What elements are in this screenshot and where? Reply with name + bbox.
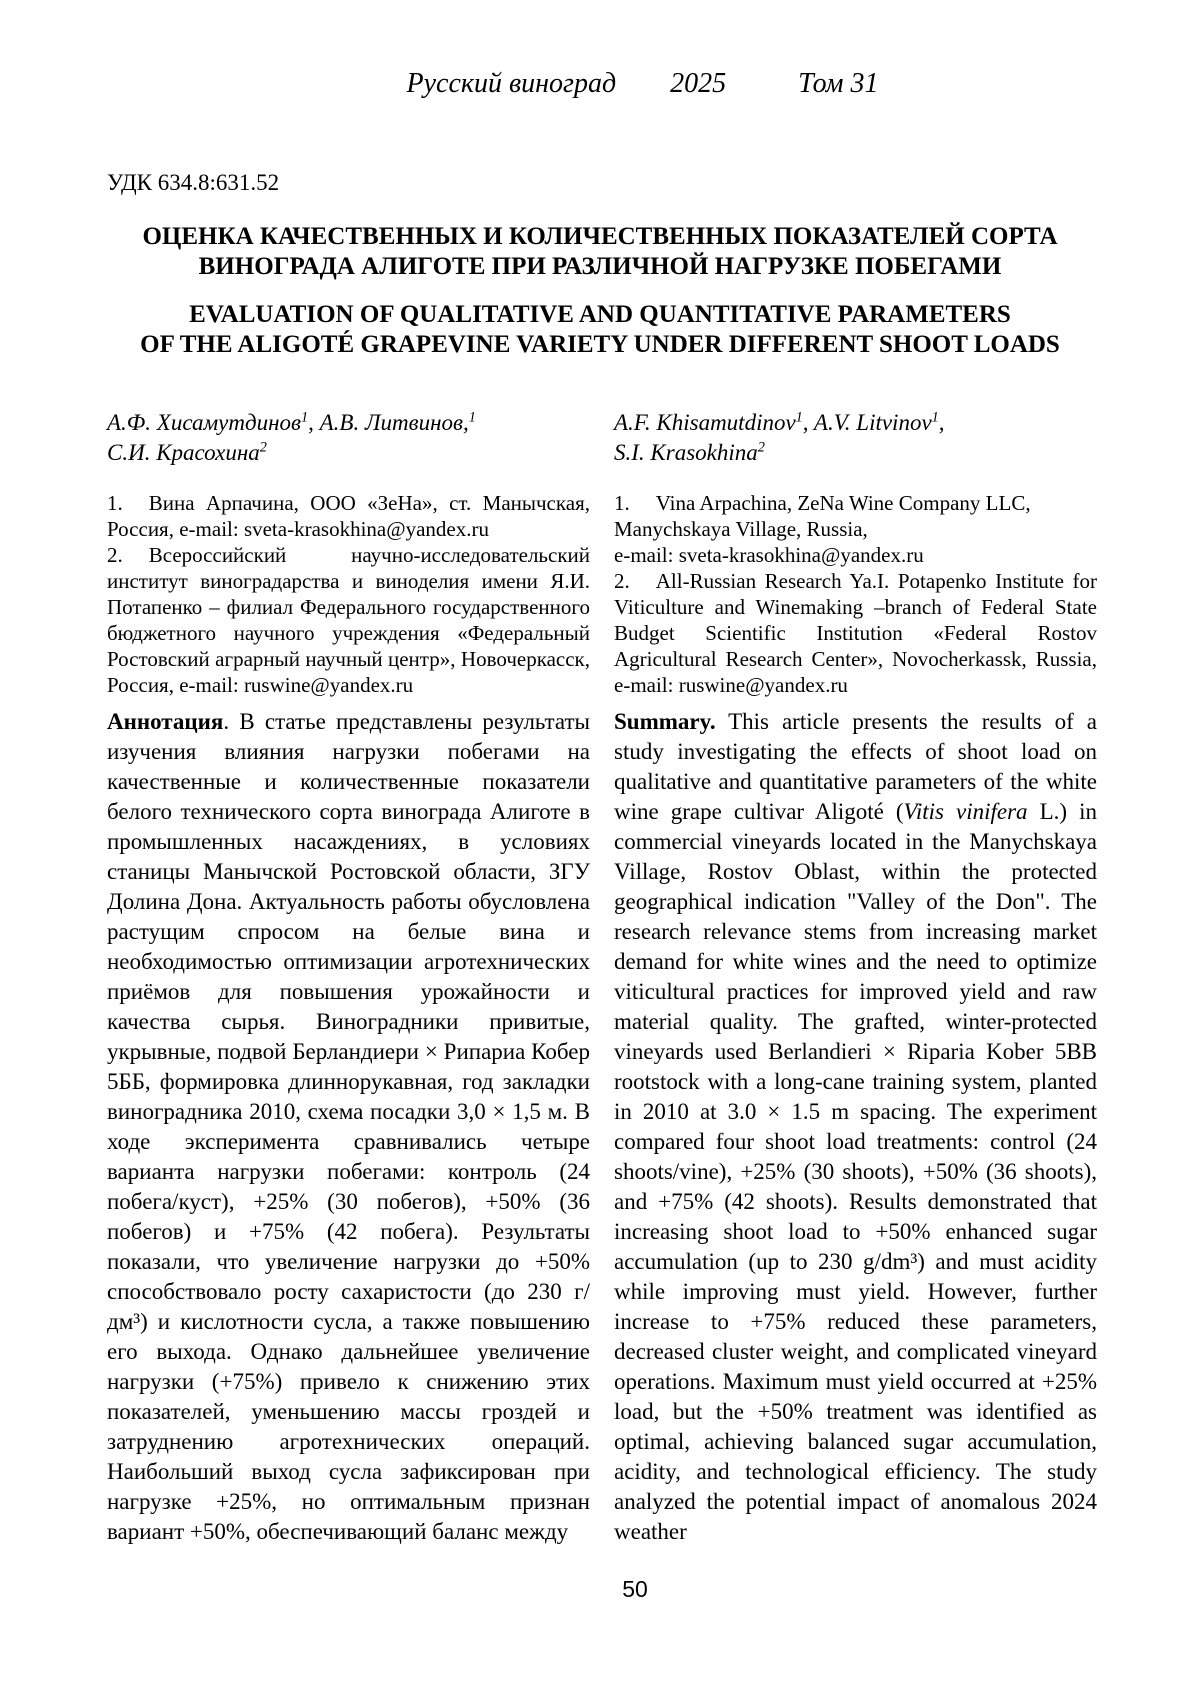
- author-en-3-affmark: 2: [757, 439, 765, 456]
- abstract-en: [614, 707, 1097, 1547]
- author-ru-3: С.И. Красохина: [107, 440, 260, 465]
- column-english: [614, 408, 1097, 1547]
- affiliation-ru-2-text: Всероссийский научно-исследовательский институт виноградарства и виноделия имени Я.И. Потапенко – филиал Федерального государственного бюджетного научного учреждения «Федеральный Ростовский аграрный научный центр», Новочеркасск, Россия, e-mail: ruswine@yandex.ru: [107, 543, 590, 697]
- abstract-en-latin-species: Vitis vinifera: [903, 799, 1028, 824]
- author-en-1-affmark: 1: [795, 409, 803, 426]
- abstract-ru-lead-separator: .: [223, 709, 240, 734]
- affiliation-ru-1: [107, 490, 590, 542]
- page-footer: [0, 1576, 1200, 1603]
- author-ru-1-affmark: 1: [300, 409, 309, 426]
- affiliations-en: [614, 490, 1097, 702]
- author-ru-separator: ,: [308, 410, 320, 435]
- article-title-en-line1: EVALUATION OF QUALITATIVE AND QUANTITATIVE PARAMETERS: [189, 301, 1011, 328]
- author-ru-1: А.Ф. Хисамутдинов: [107, 410, 301, 435]
- authors-en: [614, 408, 1097, 468]
- affiliation-en-2-number: 2.: [614, 569, 630, 593]
- affiliation-ru-2: [107, 542, 590, 698]
- author-en-3: S.I. Krasokhina: [614, 440, 758, 465]
- author-ru-2-affmark: 1: [468, 409, 476, 426]
- article-title-en-line2: OF THE ALIGOTÉ GRAPEVINE VARIETY UNDER DIFFERENT SHOOT LOADS: [140, 331, 1060, 358]
- page-number: 50: [622, 1576, 648, 1602]
- affiliation-ru-2-number: 2.: [107, 543, 123, 567]
- affiliation-ru-1-text: Вина Арпачина, ООО «ЗеНа», ст. Манычская, Россия, e-mail: sveta-krasokhina@yandex.ru: [107, 491, 590, 541]
- two-column-body: [107, 408, 1097, 1547]
- article-title-ru: [0, 222, 1200, 282]
- affiliation-en-2-text: All-Russian Research Ya.I. Potapenko Institute for Viticulture and Winemaking –branch of Federal State Budget Scientific Institution «Federal Rostov Agricultural Research Center», Novocherkassk, Russia, e-mail: ruswine@yandex.ru: [614, 569, 1097, 697]
- article-title-ru-line1: ОЦЕНКА КАЧЕСТВЕННЫХ И КОЛИЧЕСТВЕННЫХ ПОКАЗАТЕЛЕЙ СОРТА: [142, 223, 1058, 250]
- author-en-2-affmark: 1: [931, 409, 939, 426]
- journal-title: Русский виноград: [406, 68, 617, 99]
- authors-ru: [107, 408, 590, 468]
- udc-code: УДК 634.8:631.52: [107, 170, 280, 195]
- author-en-separator: ,: [802, 410, 814, 435]
- affiliation-en-1-line3: e-mail: sveta-krasokhina@yandex.ru: [614, 543, 924, 567]
- abstract-en-text-part2: L.) in commercial vineyards located in the Manychskaya Village, Rostov Oblast, within the protected geographical indication "Valley of the Don". The research relevance stems from increasing market demand for white wines and the need to optimize viticultural practices for improved yield and raw material quality. The grafted, winter-protected vineyards used Berlandieri × Riparia Kober 5BB rootstock with a long-cane training system, planted in 2010 at 3.0 × 1.5 m spacing. The experiment compared four shoot load treatments: control (24 shoots/vine), +25% (30 shoots), +50% (36 shoots), and +75% (42 shoots). Results demonstrated that increasing shoot load to +50% enhanced sugar accumulation (up to 230 g/dm³) and must acidity while improving must yield. However, further increase to +75% reduced these parameters, decreased cluster weight, and complicated vineyard operations. Maximum must yield occurred at +25% load, but the +50% treatment was identified as optimal, achieving balanced sugar accumulation, acidity, and technological efficiency. The study analyzed the potential impact of anomalous 2024 weather: [614, 799, 1097, 1544]
- abstract-ru: [107, 707, 590, 1547]
- journal-volume: Том 31: [798, 68, 879, 99]
- column-russian: [107, 408, 590, 1547]
- article-title-ru-line2: ВИНОГРАДА АЛИГОТЕ ПРИ РАЗЛИЧНОЙ НАГРУЗКЕ ПОБЕГАМИ: [198, 253, 1002, 280]
- abstract-en-lead: Summary.: [614, 709, 716, 734]
- journal-year: 2025: [670, 68, 727, 99]
- journal-header: [0, 68, 1200, 100]
- abstract-ru-lead: Аннотация: [107, 709, 224, 734]
- affiliation-en-1: [614, 490, 1097, 568]
- author-en-2: A.V. Litvinov: [813, 410, 932, 435]
- article-title-en: [0, 300, 1200, 360]
- abstract-ru-text: В статье представлены результаты изучения влияния нагрузки побегами на качественные и количественные показатели белого технического сорта винограда Алиготе в промышленных насаждениях, в условиях станицы Манычской Ростовской области, ЗГУ Долина Дона. Актуальность работы обусловлена растущим спросом на белые вина и необходимостью оптимизации агротехнических приёмов для повышения урожайности и качества сырья. Виноградники привитые, укрывные, подвой Берландиери × Рипариа Кобер 5ББ, формировка длиннорукавная, год закладки виноградника 2010, схема посадки 3,0 × 1,5 м. В ходе эксперимента сравнивались четыре варианта нагрузки побегами: контроль (24 побега/куст), +25% (30 побегов), +50% (36 побегов) и +75% (42 побега). Результаты показали, что увеличение нагрузки до +50% способствовало росту сахаристости (до 230 г/дм³) и кислотности сусла, а также повышению его выхода. Однако дальнейшее увеличение нагрузки (+75%) привело к снижению этих показателей, уменьшению массы гроздей и затруднению агротехнических операций. Наибольший выход сусла зафиксирован при нагрузке +25%, но оптимальным признан вариант +50%, обеспечивающий баланс между: [107, 709, 590, 1544]
- author-en-2-comma: ,: [938, 410, 945, 435]
- affiliation-en-1-number: 1.: [614, 491, 630, 515]
- affiliation-en-2: [614, 568, 1097, 698]
- affiliation-en-1-line2: Manychskaya Village, Russia,: [614, 517, 868, 541]
- author-ru-2: А.В. Литвинов,: [319, 410, 469, 435]
- affiliation-ru-1-number: 1.: [107, 491, 123, 515]
- affiliation-en-1-line1: Vina Arpachina, ZeNa Wine Company LLC,: [655, 491, 1031, 515]
- author-ru-3-affmark: 2: [259, 439, 267, 456]
- author-en-1: A.F. Khisamutdinov: [614, 410, 796, 435]
- abstract-en-text-part1: This article presents the results of a study investigating the effects of shoot load on qualitative and quantitative parameters of the white wine grape cultivar Aligoté (: [614, 709, 1097, 824]
- affiliations-ru: [107, 490, 590, 702]
